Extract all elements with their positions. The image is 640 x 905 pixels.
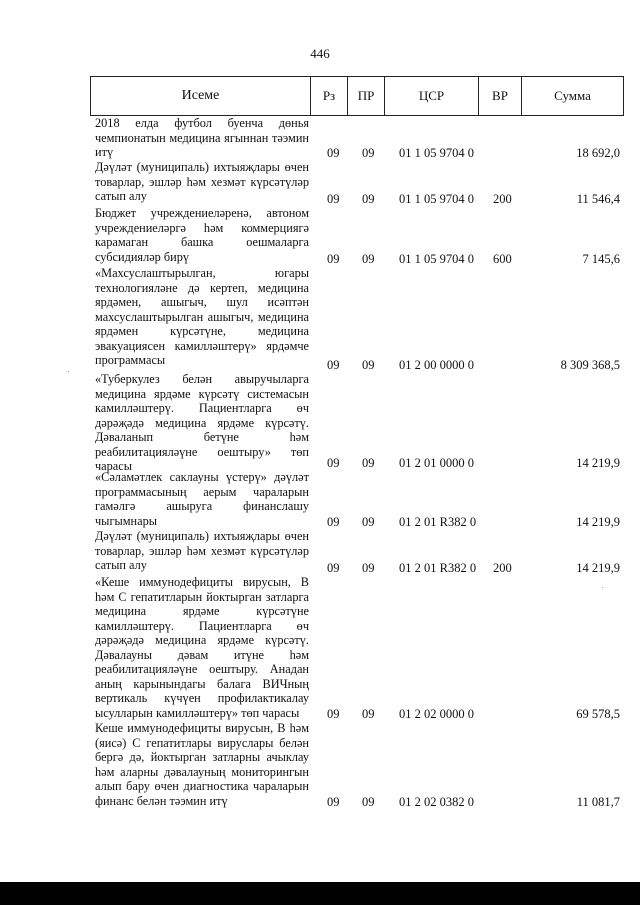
- header-name: Исеме: [91, 77, 311, 116]
- row-name: «Сәламәтлек саклауны үстерү» дәүләт программасының аерым чараларын гамәлгә ашыруга финанслашу чыгымнары: [95, 470, 309, 528]
- table-row: [0, 575, 640, 721]
- row-rz: 09: [327, 357, 340, 372]
- table-row: [0, 266, 640, 372]
- table-row: [0, 160, 640, 206]
- page-number: 446: [310, 46, 330, 61]
- row-name: Бюджет учреждениеләренә, автоном учреждениеләргә һәм коммерциягә карамаган башка оешмаларга субсидияләр бирү: [95, 206, 309, 264]
- scan-speck: [602, 587, 603, 588]
- row-csr: 01 2 01 R382 0: [399, 560, 477, 575]
- row-sum: 69 578,5: [576, 706, 620, 721]
- row-sum: 8 309 368,5: [560, 357, 620, 372]
- row-pr: 09: [362, 251, 375, 266]
- row-sum: 11 081,7: [576, 794, 620, 809]
- row-vr: 200: [493, 191, 512, 206]
- row-csr: 01 2 02 0382 0: [399, 794, 474, 809]
- row-rz: 09: [327, 794, 340, 809]
- row-csr: 01 2 02 0000 0: [399, 706, 474, 721]
- row-name: 2018 елда футбол буенча дөнья чемпионатын медицина ягыннан тәэмин итү: [95, 116, 309, 159]
- row-rz: 09: [327, 251, 340, 266]
- table-row: [0, 372, 640, 473]
- row-name: «Туберкулез белән авыручыларга медицина ярдәме күрсәтү системасын камилләштерү. Пациентларга өч дәрәҗәдә медицина ярдәме күрсәтү. Дәваланып бетүне һәм реабилитацияләүне оештыру» төп чарасы: [95, 372, 309, 473]
- table-row: [0, 470, 640, 529]
- table-row: [0, 206, 640, 266]
- row-name: «Кеше иммунодефициты вирусын, В һәм С гепатитларын йоктырган затларга медицина ярдәме күрсәтүне камилләштерү. Пациентларга өч дәрәҗәдә медицина ярдәме күрсәтү. Дәвалауны дәвам итүне һәм реабилитацияләүне оештыру. Анадан аның карынындагы балага ВИЧның вертикаль күчүен профилактикалау ысулларын камилләштерү» төп чарасы: [95, 575, 309, 720]
- row-vr: 200: [493, 560, 512, 575]
- table-row: [0, 721, 640, 809]
- row-vr: 600: [493, 251, 512, 266]
- row-pr: 09: [362, 794, 375, 809]
- row-pr: 09: [362, 560, 375, 575]
- row-pr: 09: [362, 514, 375, 529]
- row-csr: 01 1 05 9704 0: [399, 191, 474, 206]
- row-pr: 09: [362, 191, 375, 206]
- header-pr: ПР: [348, 77, 385, 116]
- row-csr: 01 2 00 0000 0: [399, 357, 474, 372]
- row-sum: 14 219,9: [576, 514, 620, 529]
- header-rz: Рз: [311, 77, 348, 116]
- row-rz: 09: [327, 191, 340, 206]
- row-rz: 09: [327, 145, 340, 160]
- row-rz: 09: [327, 560, 340, 575]
- row-csr: 01 2 01 0000 0: [399, 455, 474, 470]
- row-rz: 09: [327, 514, 340, 529]
- row-name: «Махсуслаштырылган, югары технологияләне дә кертеп, медицина ярдәмен, ашыгыч, шул исәптән махсуслаштырылган ашыгыч, медицина ярдәмен күрсәтүне, медицина эвакуациясен камилләштерү» ярдәмче программасы: [95, 266, 309, 367]
- table-row: [0, 116, 640, 160]
- table-row: [0, 529, 640, 575]
- scan-speck: [68, 371, 69, 372]
- row-pr: 09: [362, 357, 375, 372]
- row-pr: 09: [362, 455, 375, 470]
- row-pr: 09: [362, 145, 375, 160]
- row-rz: 09: [327, 455, 340, 470]
- row-sum: 14 219,9: [576, 455, 620, 470]
- row-rz: 09: [327, 706, 340, 721]
- row-sum: 18 692,0: [576, 145, 620, 160]
- row-name: Дәүләт (муниципаль) ихтыяҗлары өчен товарлар, эшләр һәм хезмәт күрсәтүләр сатып алу: [95, 529, 309, 572]
- row-name: Дәүләт (муниципаль) ихтыяҗлары өчен товарлар, эшләр һәм хезмәт күрсәтүләр сатып алу: [95, 160, 309, 203]
- row-csr: 01 1 05 9704 0: [399, 145, 474, 160]
- header-csr: ЦСР: [385, 77, 479, 116]
- header-sum: Сумма: [522, 77, 624, 116]
- scan-border: [0, 882, 640, 905]
- row-csr: 01 2 01 R382 0: [399, 514, 477, 529]
- table-body: [0, 116, 640, 809]
- row-name: Кеше иммунодефициты вирусын, В һәм (яисә) С гепатитлары вируслары белән бергә дә, йоктырган затларны ачыклау һәм аларны дәвалауның мониторингын алып бару өчен диагностика чараларын финанс белән тәэмин итү: [95, 721, 309, 808]
- row-sum: 14 219,9: [576, 560, 620, 575]
- row-pr: 09: [362, 706, 375, 721]
- row-sum: 7 145,6: [582, 251, 620, 266]
- table-header: [90, 76, 624, 116]
- row-sum: 11 546,4: [576, 191, 620, 206]
- row-csr: 01 1 05 9704 0: [399, 251, 474, 266]
- header-vr: ВР: [479, 77, 522, 116]
